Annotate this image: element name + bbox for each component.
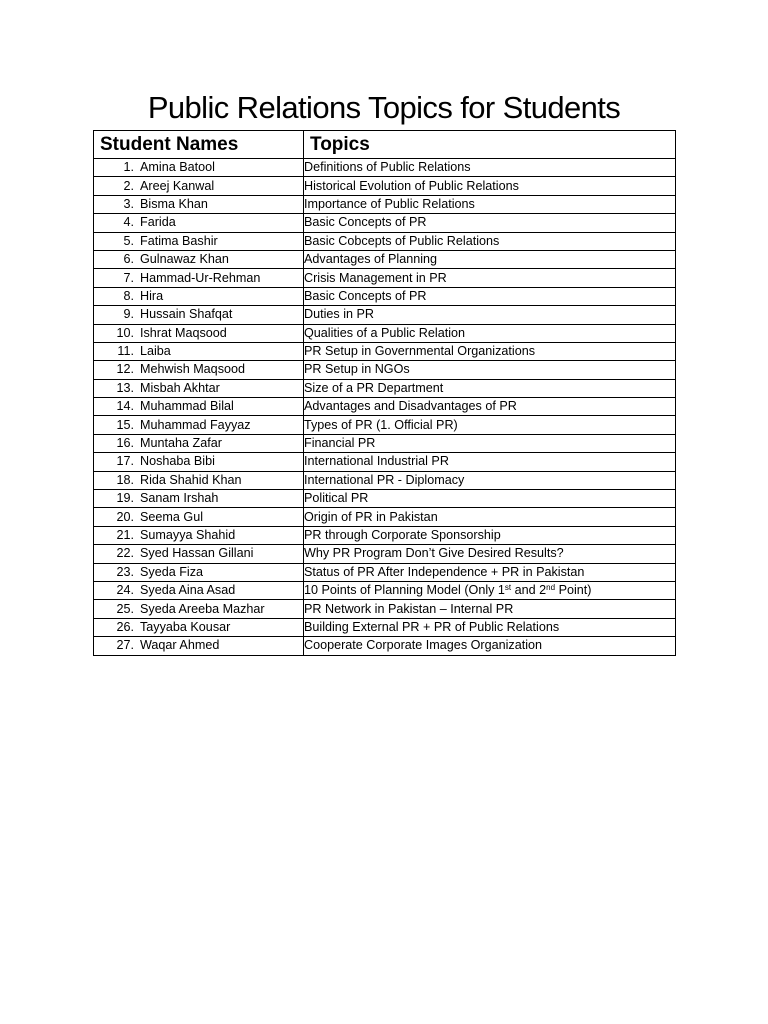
topic-text: PR Setup in NGOs bbox=[304, 362, 410, 377]
topic-text: International PR - Diplomacy bbox=[304, 472, 465, 487]
page-title: Public Relations Topics for Students bbox=[147, 90, 621, 125]
student-name: Muntaha Zafar bbox=[140, 436, 222, 451]
topic-text: Political PR bbox=[304, 491, 369, 506]
row-number: 8. bbox=[123, 288, 134, 303]
row-number: 3. bbox=[123, 196, 134, 211]
topic-cell bbox=[304, 490, 676, 508]
table-row bbox=[94, 250, 676, 268]
topic-cell bbox=[304, 471, 676, 489]
student-name: Syeda Areeba Mazhar bbox=[140, 601, 265, 616]
table-row bbox=[94, 563, 676, 581]
table-row bbox=[94, 453, 676, 471]
topic-text: Advantages and Disadvantages of PR bbox=[304, 399, 517, 414]
topic-text: Basic Concepts of PR bbox=[304, 215, 427, 230]
row-number: 21. bbox=[116, 528, 134, 542]
student-name: Ishrat Maqsood bbox=[140, 325, 227, 340]
table-header-row bbox=[94, 131, 676, 159]
student-name-cell bbox=[94, 453, 304, 471]
row-number: 25. bbox=[116, 601, 134, 616]
topic-cell bbox=[304, 508, 676, 526]
ordinal-suffix: st bbox=[504, 583, 512, 593]
row-number: 24. bbox=[116, 583, 134, 598]
topic-text: Size of a PR Department bbox=[304, 380, 444, 395]
table-row bbox=[94, 214, 676, 232]
topic-cell bbox=[304, 600, 676, 618]
row-number: 12. bbox=[116, 362, 134, 377]
topic-cell bbox=[304, 361, 676, 379]
table-row bbox=[94, 379, 676, 397]
student-name-cell bbox=[94, 232, 304, 250]
topic-cell bbox=[304, 563, 676, 581]
row-number: 26. bbox=[116, 619, 134, 634]
student-name: Gulnawaz Khan bbox=[140, 252, 229, 267]
topic-text: International Industrial PR bbox=[304, 454, 449, 469]
student-name: Muhammad Fayyaz bbox=[140, 417, 251, 432]
student-name-cell bbox=[94, 269, 304, 287]
topic-text: Cooperate Corporate Images Organization bbox=[304, 638, 543, 653]
row-number: 18. bbox=[116, 472, 134, 487]
topic-text: Qualities of a Public Relation bbox=[304, 325, 466, 340]
student-name: Farida bbox=[140, 215, 176, 230]
topic-cell bbox=[304, 232, 676, 250]
student-name-cell bbox=[94, 250, 304, 268]
table-row bbox=[94, 434, 676, 452]
table-row bbox=[94, 361, 676, 379]
topic-text: Basic Cobcepts of Public Relations bbox=[304, 233, 500, 248]
topic-text: Importance of Public Relations bbox=[304, 196, 475, 211]
topic-cell bbox=[304, 342, 676, 360]
student-name-cell bbox=[94, 563, 304, 581]
topic-text: and 2 bbox=[511, 583, 547, 598]
table-row bbox=[94, 508, 676, 526]
student-name: Hussain Shafqat bbox=[140, 307, 233, 322]
topic-text: Historical Evolution of Public Relations bbox=[304, 178, 519, 193]
student-name: Rida Shahid Khan bbox=[140, 472, 242, 487]
table-row bbox=[94, 526, 676, 544]
row-number: 23. bbox=[116, 564, 134, 579]
student-name-cell bbox=[94, 618, 304, 636]
topic-cell bbox=[304, 618, 676, 636]
row-number: 22. bbox=[116, 546, 134, 561]
row-number: 19. bbox=[116, 491, 134, 506]
student-name-cell bbox=[94, 361, 304, 379]
row-number: 1. bbox=[123, 160, 134, 175]
topic-cell bbox=[304, 324, 676, 342]
table-row bbox=[94, 195, 676, 213]
student-name: Laiba bbox=[140, 344, 171, 359]
student-name-cell bbox=[94, 490, 304, 508]
topic-cell bbox=[304, 269, 676, 287]
topic-text: Financial PR bbox=[304, 436, 376, 451]
student-name: Fatima Bashir bbox=[140, 233, 218, 248]
topic-text: Types of PR (1. Official PR) bbox=[304, 417, 458, 432]
row-number: 14. bbox=[116, 399, 134, 414]
topic-text: Point) bbox=[555, 583, 592, 598]
topic-cell bbox=[304, 637, 676, 655]
student-name: Bisma Khan bbox=[140, 196, 208, 211]
student-name: Sanam Irshah bbox=[140, 491, 219, 506]
row-number: 27. bbox=[116, 638, 134, 653]
topic-cell bbox=[304, 287, 676, 305]
student-name: Noshaba Bibi bbox=[140, 454, 215, 469]
row-number: 4. bbox=[123, 215, 134, 230]
table-row bbox=[94, 342, 676, 360]
ordinal-suffix: nd bbox=[546, 583, 556, 593]
topic-text: Definitions of Public Relations bbox=[304, 160, 471, 175]
student-name-cell bbox=[94, 379, 304, 397]
topic-cell bbox=[304, 214, 676, 232]
student-name-cell bbox=[94, 342, 304, 360]
student-name-cell bbox=[94, 177, 304, 195]
row-number: 10. bbox=[116, 325, 134, 340]
student-name: Tayyaba Kousar bbox=[140, 619, 231, 634]
table-row bbox=[94, 490, 676, 508]
table-row bbox=[94, 545, 676, 563]
student-name-cell bbox=[94, 398, 304, 416]
student-name: Hira bbox=[140, 288, 164, 303]
topic-text: PR through Corporate Sponsorship bbox=[304, 528, 501, 542]
student-name: Muhammad Bilal bbox=[140, 399, 234, 414]
student-name: Syeda Fiza bbox=[140, 564, 203, 579]
table-row bbox=[94, 159, 676, 177]
table-row bbox=[94, 177, 676, 195]
topic-cell bbox=[304, 195, 676, 213]
row-number: 17. bbox=[116, 454, 134, 469]
table-row bbox=[94, 471, 676, 489]
topic-text: Status of PR After Independence + PR in Pakistan bbox=[304, 564, 585, 579]
student-name: Syed Hassan Gillani bbox=[140, 546, 254, 561]
student-topics-table bbox=[93, 130, 676, 656]
student-name: Syeda Aina Asad bbox=[140, 583, 236, 598]
topic-cell bbox=[304, 545, 676, 563]
table-row bbox=[94, 269, 676, 287]
table-row bbox=[94, 287, 676, 305]
table-row bbox=[94, 324, 676, 342]
topic-text: Why PR Program Don’t Give Desired Results? bbox=[304, 546, 564, 561]
header-student-names: Student Names bbox=[94, 131, 304, 159]
student-name: Amina Batool bbox=[140, 160, 215, 175]
table-row bbox=[94, 232, 676, 250]
student-name-cell bbox=[94, 508, 304, 526]
student-name: Sumayya Shahid bbox=[140, 528, 236, 542]
student-name-cell bbox=[94, 637, 304, 655]
row-number: 5. bbox=[123, 233, 134, 248]
student-name-cell bbox=[94, 471, 304, 489]
topic-cell bbox=[304, 379, 676, 397]
topic-text: Crisis Management in PR bbox=[304, 270, 447, 285]
topic-cell bbox=[304, 398, 676, 416]
student-name-cell bbox=[94, 600, 304, 618]
row-number: 7. bbox=[123, 270, 134, 285]
student-name-cell bbox=[94, 416, 304, 434]
topic-cell bbox=[304, 453, 676, 471]
header-topics: Topics bbox=[304, 131, 676, 159]
student-name-cell bbox=[94, 287, 304, 305]
topic-text: Origin of PR in Pakistan bbox=[304, 509, 438, 524]
student-name-cell bbox=[94, 214, 304, 232]
topic-cell bbox=[304, 250, 676, 268]
row-number: 6. bbox=[123, 252, 134, 267]
student-name-cell bbox=[94, 306, 304, 324]
student-name-cell bbox=[94, 324, 304, 342]
student-name: Mehwish Maqsood bbox=[140, 362, 245, 377]
topic-cell bbox=[304, 416, 676, 434]
row-number: 9. bbox=[123, 307, 134, 322]
student-name-cell bbox=[94, 545, 304, 563]
student-name: Seema Gul bbox=[140, 509, 203, 524]
topic-text: PR Setup in Governmental Organizations bbox=[304, 344, 536, 359]
student-name-cell bbox=[94, 581, 304, 599]
topic-cell bbox=[304, 306, 676, 324]
student-name-cell bbox=[94, 526, 304, 544]
table-row bbox=[94, 618, 676, 636]
student-name: Misbah Akhtar bbox=[140, 380, 220, 395]
row-number: 2. bbox=[123, 178, 134, 193]
row-number: 13. bbox=[116, 380, 134, 395]
table-row bbox=[94, 581, 676, 599]
topic-text: PR Network in Pakistan – Internal PR bbox=[304, 601, 514, 616]
student-name-cell bbox=[94, 159, 304, 177]
topic-text: Advantages of Planning bbox=[304, 252, 438, 267]
topic-text: Duties in PR bbox=[304, 307, 374, 322]
table-row bbox=[94, 306, 676, 324]
row-number: 20. bbox=[116, 509, 134, 524]
topic-cell bbox=[304, 177, 676, 195]
topic-text: Basic Concepts of PR bbox=[304, 288, 427, 303]
topic-cell bbox=[304, 526, 676, 544]
topic-text: Building External PR + PR of Public Relations bbox=[304, 619, 560, 634]
row-number: 11. bbox=[117, 344, 134, 359]
table-row bbox=[94, 637, 676, 655]
table-row bbox=[94, 600, 676, 618]
topic-cell bbox=[304, 434, 676, 452]
table-row bbox=[94, 416, 676, 434]
topic-cell bbox=[304, 581, 676, 599]
row-number: 15. bbox=[116, 417, 134, 432]
student-name-cell bbox=[94, 195, 304, 213]
table-row bbox=[94, 398, 676, 416]
student-name: Hammad-Ur-Rehman bbox=[140, 270, 261, 285]
topic-cell bbox=[304, 159, 676, 177]
row-number: 16. bbox=[116, 436, 134, 451]
topic-text: 10 Points of Planning Model (Only 1 bbox=[304, 583, 505, 598]
student-name: Waqar Ahmed bbox=[140, 638, 220, 653]
student-name: Areej Kanwal bbox=[140, 178, 215, 193]
student-name-cell bbox=[94, 434, 304, 452]
